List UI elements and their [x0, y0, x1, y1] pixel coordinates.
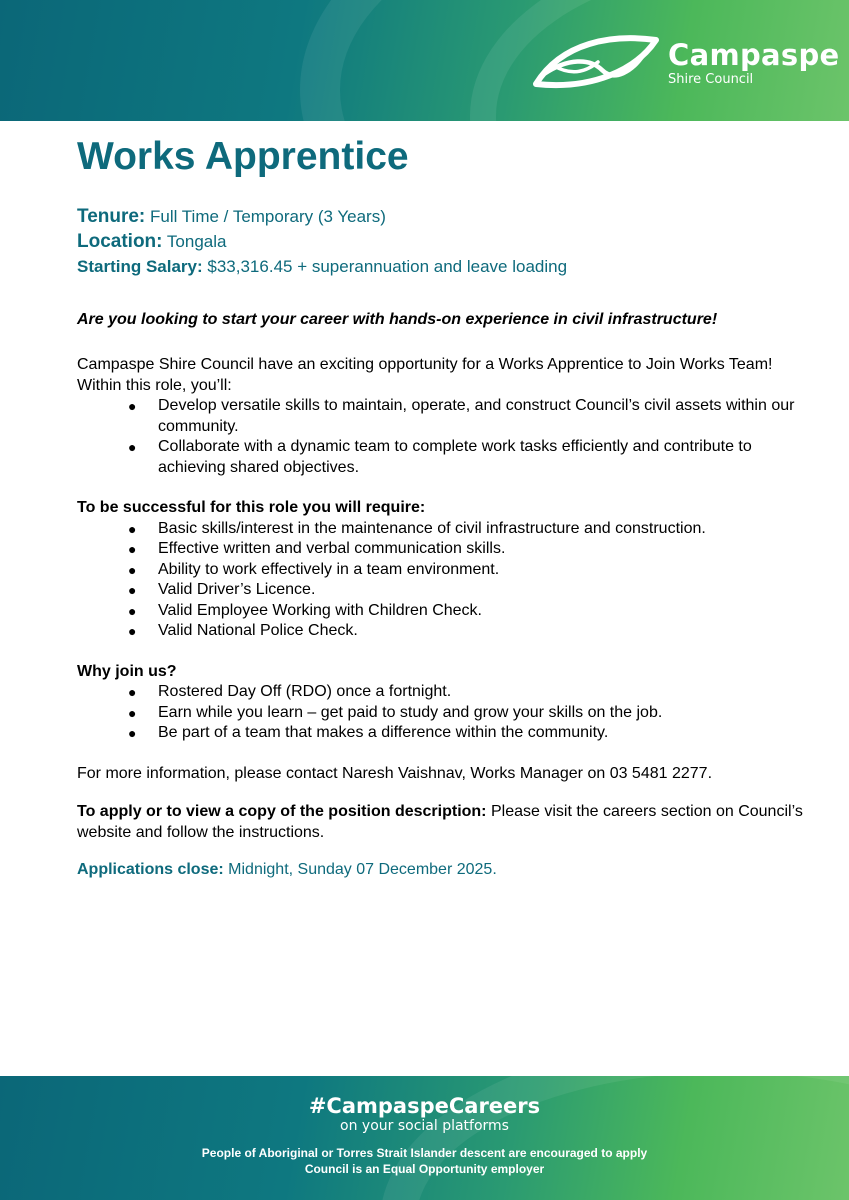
- salary-row: [77, 254, 807, 279]
- tenure-row: [77, 204, 807, 229]
- list-item: ● Effective written and verbal communication skills.: [158, 539, 807, 560]
- list-item: ● Valid Employee Working with Children Check.: [158, 601, 807, 622]
- bullet-icon: ●: [128, 398, 137, 414]
- tenure-label: Tenure:: [77, 206, 146, 227]
- bullet-icon: ●: [128, 520, 137, 537]
- list-item: ● Rostered Day Off (RDO) once a fortnight.: [158, 682, 807, 703]
- list-item: ● Valid Driver’s Licence.: [158, 580, 807, 601]
- brand-subtitle: Shire Council: [668, 72, 754, 87]
- job-advert: [77, 134, 807, 880]
- apply-text: Please visit the careers section on Council’s website and follow the instructions.: [77, 803, 803, 841]
- header-banner: [0, 0, 849, 121]
- salary-value: $33,316.45 + superannuation and leave loading: [207, 257, 568, 276]
- close-date: Midnight, Sunday 07 December 2025.: [228, 861, 497, 878]
- list-item: ● Develop versatile skills to maintain, operate, and construct Council’s civil assets within our community.: [128, 397, 795, 435]
- list-item: ● Be part of a team that makes a difference within the community.: [158, 723, 807, 744]
- location-value: Tongala: [166, 232, 227, 251]
- diversity-statement: People of Aboriginal or Torres Strait Islander descent are encouraged to apply: [201, 1146, 648, 1160]
- list-item: ● Collaborate with a dynamic team to complete work tasks efficiently and contribute to achieving shared objectives.: [128, 438, 752, 476]
- list-item: ● Basic skills/interest in the maintenance of civil infrastructure and construction.: [158, 519, 807, 540]
- leaf-logo-icon: [532, 32, 662, 96]
- equal-opportunity-statement: Council is an Equal Opportunity employer: [304, 1162, 545, 1176]
- social-subline: on your social platforms: [340, 1118, 509, 1134]
- tenure-value: Full Time / Temporary (3 Years): [150, 207, 386, 226]
- footer-banner: [0, 1076, 849, 1200]
- contact-text: For more information, please contact Naresh Vaishnav, Works Manager on 03 5481 2277.: [77, 764, 713, 782]
- list-item: ● Ability to work effectively in a team environment.: [158, 560, 807, 581]
- brand-name: Campaspe: [668, 38, 840, 72]
- page-title: Works Apprentice: [77, 135, 409, 178]
- council-logo: [532, 32, 840, 96]
- bullet-icon: ●: [128, 623, 137, 639]
- why-join-heading: Why join us?: [77, 662, 177, 680]
- list-item: ● Earn while you learn – get paid to study and grow your skills on the job.: [158, 703, 807, 724]
- bullet-icon: ●: [128, 541, 137, 557]
- bullet-icon: ●: [128, 439, 137, 455]
- close-label: Applications close:: [77, 861, 224, 878]
- why-join-list: [77, 682, 807, 744]
- bullet-icon: ●: [128, 704, 137, 721]
- list-item: ● Valid National Police Check.: [158, 621, 807, 642]
- location-row: [77, 229, 807, 254]
- intro-question: Are you looking to start your career with hands-on experience in civil infrastructure!: [77, 311, 718, 328]
- careers-hashtag: #CampaspeCareers: [308, 1094, 541, 1118]
- apply-label: To apply or to view a copy of the position description:: [77, 803, 487, 820]
- opportunity-text: Campaspe Shire Council have an exciting opportunity for a Works Apprentice to Join Works Team! Within this role, you’ll:: [77, 356, 773, 394]
- requirements-list: [77, 519, 807, 642]
- requirements-heading: To be successful for this role you will require:: [77, 499, 426, 516]
- bullet-icon: ●: [128, 602, 137, 619]
- bullet-icon: ●: [128, 684, 137, 700]
- bullet-icon: ●: [128, 725, 137, 741]
- bullet-icon: ●: [128, 582, 137, 598]
- opportunity-list: [77, 396, 807, 478]
- job-details: [77, 204, 807, 279]
- apply-paragraph: [77, 802, 807, 843]
- salary-label: Starting Salary:: [77, 257, 203, 276]
- applications-close: [77, 859, 807, 880]
- bullet-icon: ●: [128, 561, 137, 578]
- location-label: Location:: [77, 231, 163, 252]
